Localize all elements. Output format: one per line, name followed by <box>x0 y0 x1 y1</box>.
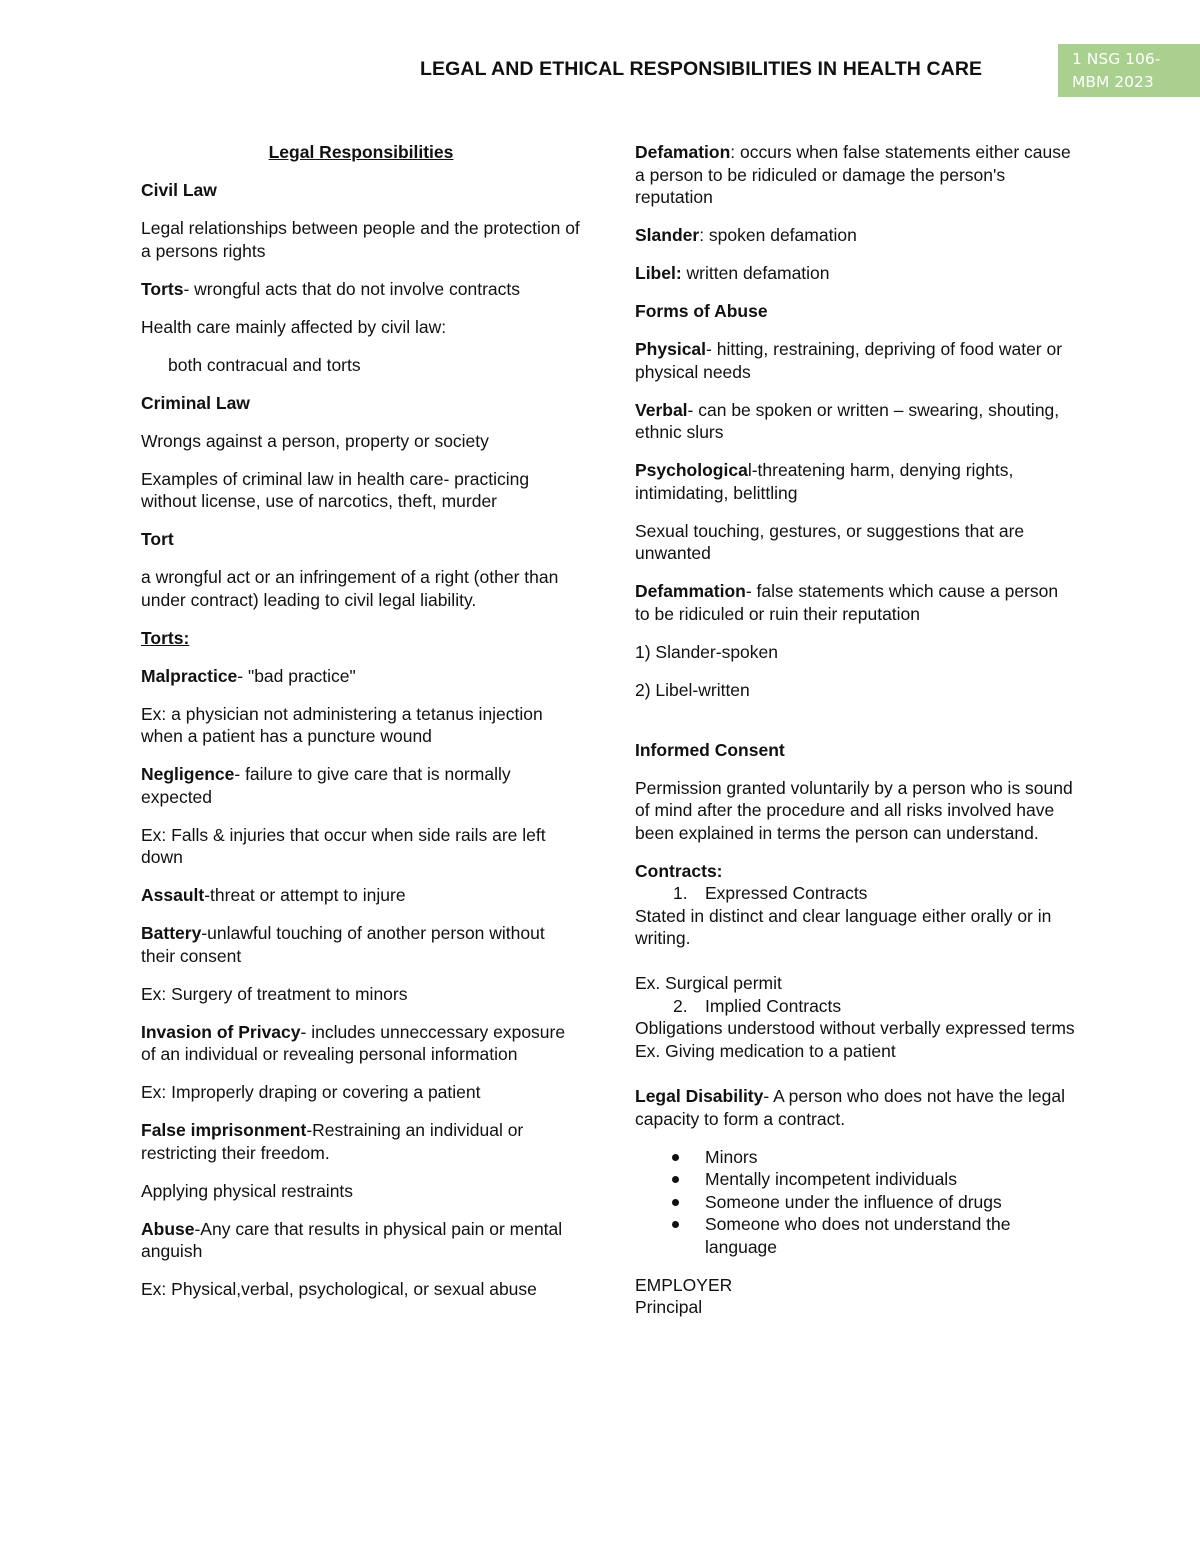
invasion-of-privacy-example: Ex: Improperly draping or covering a patient <box>141 1082 481 1102</box>
term: False imprisonment <box>141 1120 307 1140</box>
term: Psychologica <box>635 460 748 480</box>
item-text: Minors <box>705 1146 758 1167</box>
term: Abuse <box>141 1218 195 1239</box>
health-care-civil-law: Health care mainly affected by civil law: <box>141 316 447 337</box>
abuse-example: Ex: Physical,verbal, psychological, or sexual abuse <box>141 1279 537 1299</box>
bullet-icon <box>672 1154 679 1161</box>
term: Defammation <box>635 581 746 601</box>
libel-item: 2) Libel-written <box>635 679 750 700</box>
torts-list-heading: Torts: <box>141 627 190 648</box>
definition: - includes unneccessary exposure of an individual or revealing personal information <box>141 1021 566 1064</box>
civil-law-heading: Civil Law <box>141 180 217 200</box>
bullet-icon <box>672 1199 679 1206</box>
section-heading-legal-responsibilities: Legal Responsibilities <box>268 142 454 162</box>
principal-line: Principal <box>635 1297 703 1317</box>
contracts-heading: Contracts: <box>635 860 723 881</box>
health-care-subitem: both contracual and torts <box>168 354 361 375</box>
abuse-definition <box>141 1218 581 1263</box>
item-text: Someone who does not understand the language <box>705 1214 1011 1257</box>
term: Slander <box>635 225 700 245</box>
legal-disability-definition <box>635 1085 1075 1130</box>
battery-definition <box>141 922 581 967</box>
slander-item: 1) Slander-spoken <box>635 641 778 662</box>
negligence-definition <box>141 763 581 808</box>
list-item <box>635 1191 1075 1214</box>
definition: -Restraining an individual or restricting their freedom. <box>141 1120 524 1163</box>
document-title: LEGAL AND ETHICAL RESPONSIBILITIES IN HEALTH CARE <box>420 58 983 80</box>
list-item <box>635 1146 1075 1169</box>
invasion-of-privacy-definition <box>141 1021 581 1066</box>
definition: : occurs when false statements either cause a person to be ridiculed or damage the person's reputation <box>635 142 1071 207</box>
tort-heading: Tort <box>141 529 174 549</box>
implied-contract-description: Obligations understood without verbally expressed terms <box>635 1018 1075 1038</box>
battery-example: Ex: Surgery of treatment to minors <box>141 983 408 1004</box>
implied-contract-example: Ex. Giving medication to a patient <box>635 1040 896 1061</box>
sexual-abuse-line: Sexual touching, gestures, or suggestions that are unwanted <box>635 520 1025 563</box>
definition: -unlawful touching of another person without their consent <box>141 923 545 966</box>
defamation-definition <box>635 141 1075 209</box>
right-column <box>635 141 1075 1319</box>
term: Physical <box>635 339 707 359</box>
criminal-law-heading: Criminal Law <box>141 392 250 413</box>
bullet-icon <box>672 1221 679 1228</box>
definition: -Any care that results in physical pain or mental anguish <box>141 1218 563 1261</box>
term: Defamation <box>635 142 731 162</box>
negligence-example: Ex: Falls & injuries that occur when side rails are left down <box>141 824 546 867</box>
forms-of-abuse-heading: Forms of Abuse <box>635 301 768 321</box>
legal-disability-list <box>635 1146 1075 1259</box>
item-text: Mentally incompetent individuals <box>705 1169 957 1189</box>
verbal-abuse-definition <box>635 399 1075 444</box>
definition: - failure to give care that is normally expected <box>141 764 511 807</box>
malpractice-example: Ex: a physician not administering a tetanus injection when a patient has a puncture wound <box>141 703 543 746</box>
term: Verbal <box>635 399 688 420</box>
informed-consent-definition: Permission granted voluntarily by a person who is sound of mind after the procedure and all risks involved have been explained in terms the person can understand. <box>635 777 1073 843</box>
libel-definition <box>635 262 1075 285</box>
psychological-abuse-definition <box>635 459 1075 504</box>
definition: -threat or attempt to injure <box>204 885 406 905</box>
employer-line: EMPLOYER <box>635 1274 733 1295</box>
definition: l-threatening harm, denying rights, intimidating, belittling <box>635 460 1014 503</box>
definition: - hitting, restraining, depriving of food water or physical needs <box>635 339 1063 382</box>
badge-line-1: 1 NSG 106- <box>1072 50 1161 68</box>
definition: - false statements which cause a person to be ridiculed or ruin their reputation <box>635 581 1059 624</box>
term: Libel: <box>635 263 682 283</box>
assault-definition <box>141 884 581 907</box>
criminal-law-description: Wrongs against a person, property or society <box>141 430 489 451</box>
physical-restraints-line: Applying physical restraints <box>141 1180 354 1201</box>
list-item <box>635 1213 1075 1258</box>
item-label: Expressed Contracts <box>705 883 868 903</box>
blank-line <box>635 717 1075 739</box>
informed-consent-heading: Informed Consent <box>635 739 785 760</box>
list-item <box>635 1168 1075 1191</box>
civil-law-description: Legal relationships between people and the protection of a persons rights <box>141 218 580 261</box>
contract-item-expressed <box>635 882 1075 905</box>
physical-abuse-definition <box>635 338 1075 383</box>
criminal-law-examples: Examples of criminal law in health care- practicing without license, use of narcotics, theft, murder <box>141 468 530 511</box>
item-label: Implied Contracts <box>705 995 842 1016</box>
left-column <box>141 141 581 1316</box>
definition: - can be spoken or written – swearing, shouting, ethnic slurs <box>635 399 1060 442</box>
definition: written defamation <box>681 263 830 283</box>
malpractice-definition <box>141 665 581 688</box>
item-text: Someone under the influence of drugs <box>705 1191 1002 1212</box>
term: Legal Disability <box>635 1086 764 1106</box>
term: Invasion of Privacy <box>141 1021 301 1042</box>
slander-definition <box>635 224 1075 247</box>
bullet-icon <box>672 1176 679 1183</box>
definition: - A person who does not have the legal capacity to form a contract. <box>635 1086 1065 1129</box>
term: Assault <box>141 885 205 905</box>
term: Negligence <box>141 764 235 784</box>
term: Malpractice <box>141 665 238 686</box>
torts-definition <box>141 278 581 301</box>
course-badge <box>1058 44 1200 97</box>
false-imprisonment-definition <box>141 1119 581 1164</box>
item-number: 1. <box>673 883 688 903</box>
term: Battery <box>141 923 202 943</box>
tort-definition: a wrongful act or an infringement of a right (other than under contract) leading to civil legal liability. <box>141 567 559 610</box>
item-number: 2. <box>673 995 688 1016</box>
blank-line <box>635 950 1075 973</box>
defammation-definition <box>635 580 1075 625</box>
badge-line-2: MBM 2023 <box>1072 73 1154 91</box>
term: Torts <box>141 278 184 299</box>
contract-item-implied <box>635 995 1075 1018</box>
definition: - "bad practice" <box>237 665 356 686</box>
definition: - wrongful acts that do not involve contracts <box>183 278 521 299</box>
expressed-contract-description: Stated in distinct and clear language either orally or in writing. <box>635 905 1052 948</box>
definition: : spoken defamation <box>699 225 857 245</box>
expressed-contract-example: Ex. Surgical permit <box>635 973 782 993</box>
